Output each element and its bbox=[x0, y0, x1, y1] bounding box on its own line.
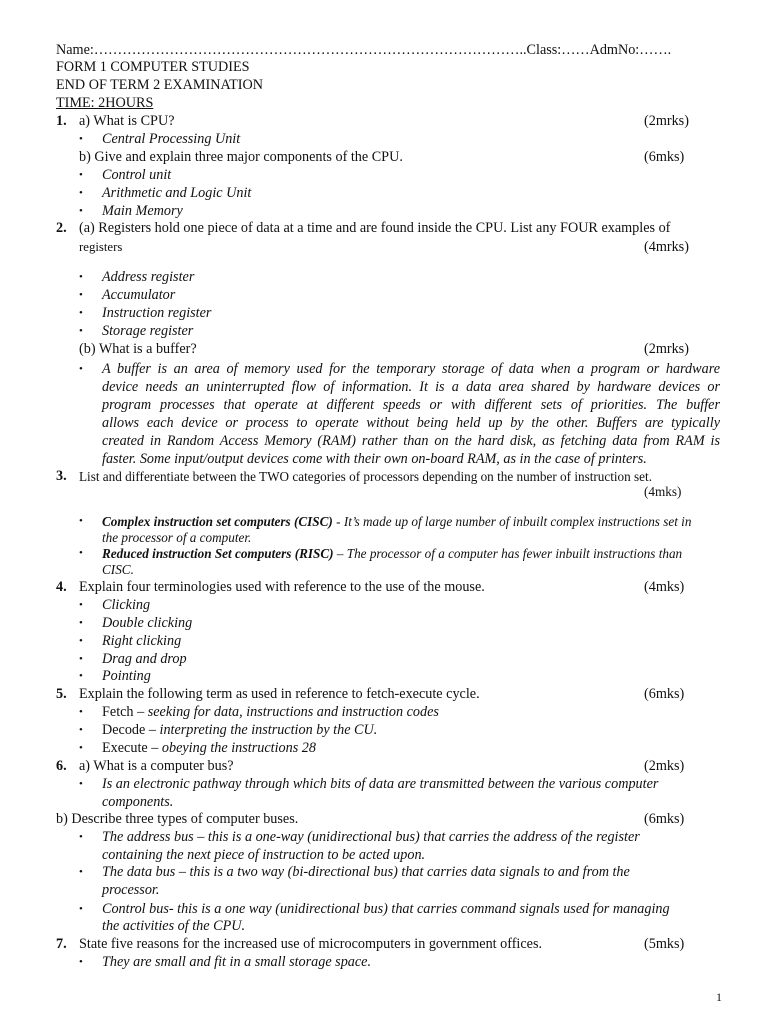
answer-text: created in Random Access Memory (RAM) rather than on the hard disk, as fetching data from RAM is bbox=[102, 433, 720, 449]
answer-text: Is an electronic pathway through which bits of data are transmitted between the various computer bbox=[102, 776, 659, 792]
answer-text: Right clicking bbox=[102, 633, 182, 649]
answer-text: Central Processing Unit bbox=[102, 131, 241, 147]
marks-label: (6mks) bbox=[644, 811, 685, 827]
exam-time: TIME: 2HOURS bbox=[56, 95, 154, 111]
answer-text: components. bbox=[102, 794, 174, 810]
term-definition: obeying the instructions 28 bbox=[161, 740, 316, 756]
bullet-icon: • bbox=[79, 515, 83, 527]
bullet-icon: • bbox=[79, 169, 83, 181]
bullet-icon: • bbox=[79, 547, 83, 559]
answer-text: They are small and fit in a small storage space. bbox=[102, 954, 372, 970]
risc-description: The processor of a computer has fewer inbuilt instructions than bbox=[346, 546, 683, 561]
bullet-icon: • bbox=[79, 635, 83, 647]
answer-text: allows each device or process to operate without being held up by the other. Buffers are typically bbox=[102, 415, 720, 431]
question-text: registers bbox=[79, 240, 123, 254]
answer-text bbox=[102, 545, 682, 562]
question-number: 4. bbox=[56, 579, 67, 595]
answer-text: Instruction register bbox=[102, 305, 212, 321]
answer-text: CISC. bbox=[102, 562, 134, 577]
bullet-icon: • bbox=[79, 724, 83, 736]
question-text: (b) What is a buffer? bbox=[79, 341, 197, 357]
bullet-icon: • bbox=[79, 653, 83, 665]
name-class-admno-line: Name:………………………………………………………………………………..Class:……AdmNo:……. bbox=[56, 42, 672, 58]
question-number: 7. bbox=[56, 936, 67, 952]
question-text: State five reasons for the increased use of microcomputers in government offices. bbox=[79, 936, 543, 952]
question-number: 2. bbox=[56, 220, 67, 236]
marks-label: (4mks) bbox=[644, 579, 685, 595]
answer-text: Main Memory bbox=[102, 203, 183, 219]
question-text: (a) Registers hold one piece of data at a time and are found inside the CPU. List any FOUR examples of bbox=[79, 220, 671, 236]
marks-label: (2mrks) bbox=[644, 341, 689, 357]
answer-text: A buffer is an area of memory used for the temporary storage of data when a program or hardware bbox=[102, 361, 720, 377]
answer-text: the activities of the CPU. bbox=[102, 918, 246, 934]
question-number: 5. bbox=[56, 686, 67, 702]
question-text: Explain the following term as used in reference to fetch-execute cycle. bbox=[79, 686, 480, 702]
question-text: List and differentiate between the TWO categories of processors depending on the number of instruction set. bbox=[79, 469, 652, 484]
question-text: b) Describe three types of computer buses. bbox=[56, 811, 299, 827]
bullet-icon: • bbox=[79, 742, 83, 754]
separator: – bbox=[333, 546, 347, 561]
cisc-description: It’s made up of large number of inbuilt complex instructions set in bbox=[343, 514, 692, 529]
answer-text: processor. bbox=[102, 882, 160, 898]
answer-text: faster. Some input/output devices come with their own on-board RAM, as in the case of printers. bbox=[102, 451, 647, 467]
bullet-icon: • bbox=[79, 271, 83, 283]
bullet-icon: • bbox=[79, 956, 83, 968]
answer-text: the processor of a computer. bbox=[102, 530, 252, 545]
bullet-icon: • bbox=[79, 599, 83, 611]
answer-text: Control unit bbox=[102, 167, 172, 183]
answer-text bbox=[102, 740, 316, 757]
question-number: 6. bbox=[56, 758, 67, 774]
bullet-icon: • bbox=[79, 866, 83, 878]
term-label: Decode – bbox=[102, 722, 160, 738]
marks-label: (6mks) bbox=[644, 149, 685, 165]
bullet-icon: • bbox=[79, 670, 83, 682]
term-definition: interpreting the instruction by the CU. bbox=[159, 722, 378, 738]
bullet-icon: • bbox=[79, 778, 83, 790]
question-text: Explain four terminologies used with reference to the use of the mouse. bbox=[79, 579, 485, 595]
marks-label: (2mks) bbox=[644, 758, 685, 774]
course-title: FORM 1 COMPUTER STUDIES bbox=[56, 59, 250, 75]
marks-label: (2mrks) bbox=[644, 113, 689, 129]
question-text: a) What is CPU? bbox=[79, 113, 175, 129]
answer-text: containing the next piece of instruction to be acted upon. bbox=[102, 847, 426, 863]
question-number: 1. bbox=[56, 113, 67, 129]
answer-text: The data bus – this is a two way (bi-directional bus) that carries data signals to and from the bbox=[102, 864, 630, 880]
answer-text: Accumulator bbox=[102, 287, 176, 303]
page-number: 1 bbox=[716, 990, 722, 1004]
marks-label: (4mks) bbox=[644, 484, 682, 499]
term-label: Fetch – bbox=[102, 704, 148, 720]
marks-label: (6mks) bbox=[644, 686, 685, 702]
exam-title: END OF TERM 2 EXAMINATION bbox=[56, 77, 264, 93]
answer-text: Drag and drop bbox=[102, 651, 187, 667]
marks-label: (4mrks) bbox=[644, 239, 689, 255]
answer-text: Storage register bbox=[102, 323, 194, 339]
bullet-icon: • bbox=[79, 187, 83, 199]
answer-text: Pointing bbox=[102, 668, 151, 684]
bullet-icon: • bbox=[79, 133, 83, 145]
bullet-icon: • bbox=[79, 831, 83, 843]
question-number: 3. bbox=[56, 468, 67, 484]
answer-text: program processes that operate at different speeds or with different sets of priorities. The buffer bbox=[102, 397, 720, 413]
bullet-icon: • bbox=[79, 205, 83, 217]
bullet-icon: • bbox=[79, 706, 83, 718]
cisc-term: Complex instruction set computers (CISC) bbox=[102, 514, 333, 529]
answer-text: Clicking bbox=[102, 597, 151, 613]
answer-text: Double clicking bbox=[102, 615, 193, 631]
risc-term: Reduced instruction Set computers (RISC) bbox=[102, 546, 334, 561]
question-text: b) Give and explain three major components of the CPU. bbox=[79, 149, 403, 165]
bullet-icon: • bbox=[79, 325, 83, 337]
answer-text bbox=[102, 513, 691, 530]
bullet-icon: • bbox=[79, 903, 83, 915]
marks-label: (5mks) bbox=[644, 936, 685, 952]
bullet-icon: • bbox=[79, 307, 83, 319]
question-text: a) What is a computer bus? bbox=[79, 758, 234, 774]
answer-text: Arithmetic and Logic Unit bbox=[102, 185, 252, 201]
answer-text bbox=[102, 704, 439, 721]
bullet-icon: • bbox=[79, 363, 83, 375]
answer-text: Address register bbox=[102, 269, 195, 285]
term-definition: seeking for data, instructions and instruction codes bbox=[147, 704, 439, 720]
term-label: Execute – bbox=[102, 740, 162, 756]
answer-text: The address bus – this is a one-way (unidirectional bus) that carries the address of the register bbox=[102, 829, 640, 845]
answer-text: device needs an uninterrupted flow of information. It is a data area shared by hardware devices or bbox=[102, 379, 720, 395]
answer-text: Control bus- this is a one way (unidirectional bus) that carries command signals used for managing bbox=[102, 901, 670, 917]
bullet-icon: • bbox=[79, 617, 83, 629]
bullet-icon: • bbox=[79, 289, 83, 301]
separator: - bbox=[332, 514, 344, 529]
answer-text bbox=[102, 722, 377, 739]
